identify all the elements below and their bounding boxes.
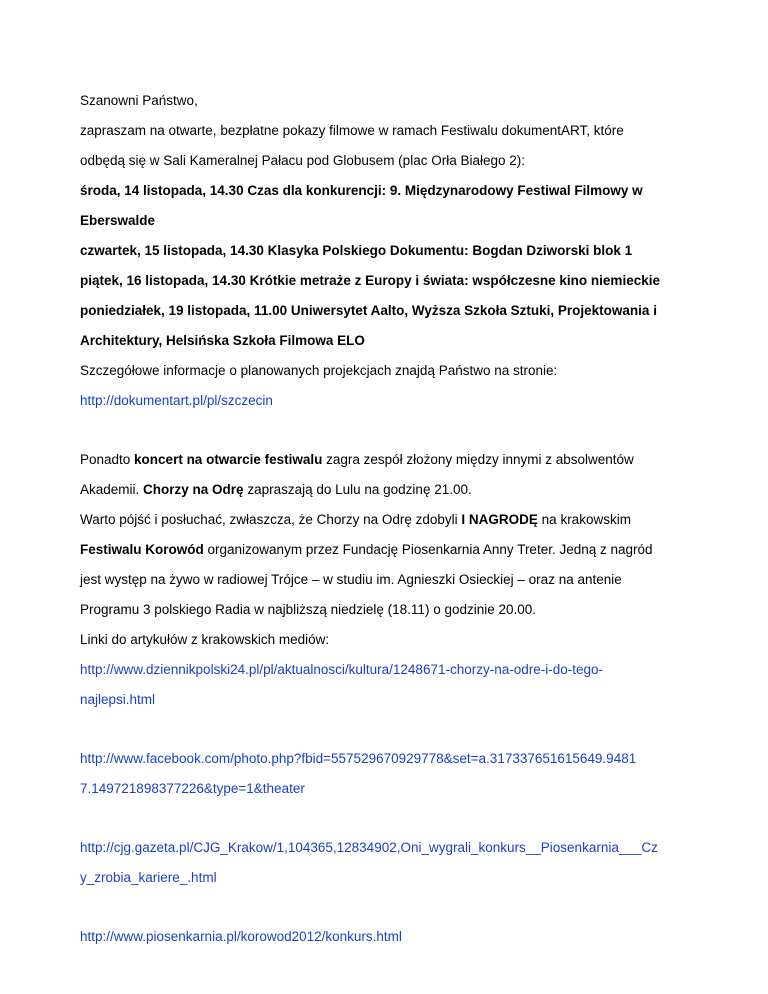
concert-line-6: Programu 3 polskiego Radia w najbliższą niedzielę (18.11) o godzinie 20.00. [80, 602, 537, 617]
article-link-1-cont[interactable]: najlepsi.html [80, 692, 156, 707]
details-link[interactable]: http://dokumentart.pl/pl/szczecin [80, 393, 273, 408]
article-link-3[interactable]: http://cjg.gazeta.pl/CJG_Krakow/1,104365,12834902,Oni_wygrali_konkurs__Piosenkarnia___Cz [80, 840, 658, 855]
paragraph-gap [80, 416, 700, 445]
paragraph-gap [80, 893, 700, 922]
concert-text: na krakowskim [537, 512, 631, 527]
schedule-item-3: piątek, 16 listopada, 14.30 Krótkie metraże z Europy i świata: współczesne kino niemieckie [80, 273, 660, 288]
paragraph-gap [80, 715, 700, 744]
article-link-4[interactable]: http://www.piosenkarnia.pl/korowod2012/konkurs.html [80, 929, 402, 944]
article-link-3-cont[interactable]: y_zrobia_kariere_.html [80, 870, 217, 885]
concert-text: organizowanym przez Fundację Piosenkarnia Anny Treter. Jedną z nagród [203, 542, 653, 557]
document-page [80, 86, 700, 952]
schedule-item-4-cont: Architektury, Helsińska Szkoła Filmowa ELO [80, 333, 365, 348]
schedule-item-1: środa, 14 listopada, 14.30 Czas dla konkurencji: 9. Międzynarodowy Festiwal Filmowy w [80, 183, 643, 198]
links-intro: Linki do artykułów z krakowskich mediów: [80, 632, 330, 647]
festival-name: Festiwalu Korowód [80, 542, 204, 557]
schedule-item-4: poniedziałek, 19 listopada, 11.00 Uniwersytet Aalto, Wyższa Szkoła Sztuki, Projektowania i [80, 303, 657, 318]
paragraph-gap [80, 804, 700, 833]
award-highlight: I NAGRODĘ [461, 512, 538, 527]
band-name: Chorzy na Odrę [143, 482, 244, 497]
concert-line-2 [80, 475, 700, 505]
concert-text: zagra zespół złożony między innymi z absolwentów [322, 452, 634, 467]
details-text: Szczegółowe informacje o planowanych projekcjach znajdą Państwo na stronie: [80, 363, 558, 378]
intro-line-2: odbędą się w Sali Kameralnej Pałacu pod Globusem (plac Orła Białego 2): [80, 153, 525, 168]
concert-line-1 [80, 445, 700, 475]
concert-text: Warto pójść i posłuchać, zwłaszcza, że Chorzy na Odrę zdobyli [80, 512, 462, 527]
article-link-2[interactable]: http://www.facebook.com/photo.php?fbid=557529670929778&set=a.317337651615649.9481 [80, 751, 637, 766]
article-link-2-cont[interactable]: 7.149721898377226&type=1&theater [80, 781, 305, 796]
concert-text: Ponadto [80, 452, 135, 467]
schedule-item-1-cont: Eberswalde [80, 213, 156, 228]
concert-highlight: koncert na otwarcie festiwalu [134, 452, 323, 467]
schedule-item-2: czwartek, 15 listopada, 14.30 Klasyka Polskiego Dokumentu: Bogdan Dziworski blok 1 [80, 243, 633, 258]
greeting: Szanowni Państwo, [80, 93, 198, 108]
concert-line-4 [80, 535, 700, 565]
concert-text: Akademii. [80, 482, 144, 497]
concert-line-3 [80, 505, 700, 535]
intro-line-1: zapraszam na otwarte, bezpłatne pokazy filmowe w ramach Festiwalu dokumentART, które [80, 123, 624, 138]
concert-line-5: jest występ na żywo w radiowej Trójce – w studiu im. Agnieszki Osieckiej – oraz na antenie [80, 572, 622, 587]
concert-text: zapraszają do Lulu na godzinę 21.00. [243, 482, 472, 497]
article-link-1[interactable]: http://www.dziennikpolski24.pl/pl/aktualnosci/kultura/1248671-chorzy-na-odre-i-do-tego- [80, 662, 604, 677]
